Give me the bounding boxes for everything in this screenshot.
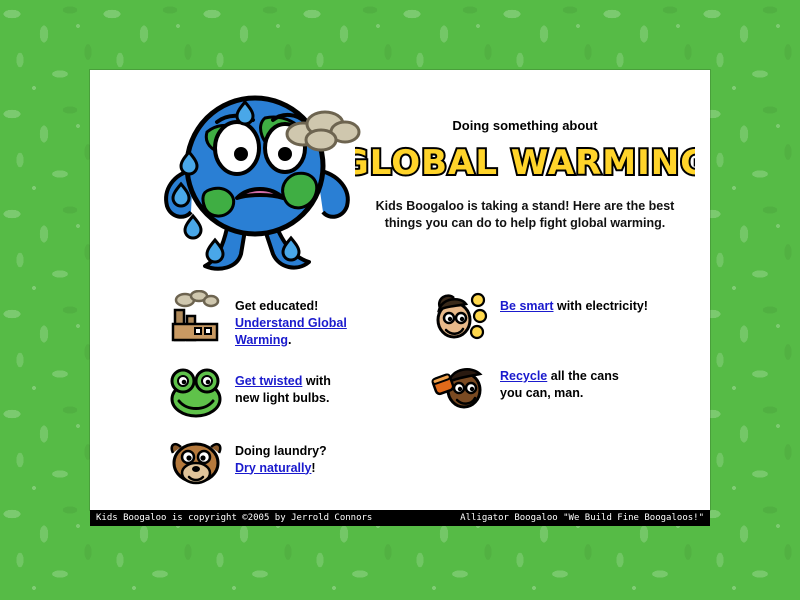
footer-tagline: Alligator Boogaloo "We Build Fine Boogaloos!" <box>460 513 704 523</box>
tip-line-plain: Doing laundry? <box>235 443 327 458</box>
page-header <box>90 70 710 270</box>
tip-text <box>500 360 619 402</box>
tip-text <box>235 365 331 407</box>
tip-text <box>500 290 648 315</box>
wordmark-label: GLOBAL WARMING <box>355 143 695 183</box>
tips-column-left <box>90 290 400 505</box>
tip-item <box>430 360 710 414</box>
recycle-link[interactable]: Recycle <box>500 369 548 383</box>
content-card <box>90 70 710 510</box>
get-twisted-link[interactable]: Get twisted <box>235 373 303 388</box>
tip-line-plain: Get educated! <box>235 299 319 313</box>
understand-global-warming-link[interactable]: Understand Global Warming <box>235 315 347 347</box>
tip-after-link: with <box>302 373 331 388</box>
tip-item <box>165 435 400 489</box>
tip-after-link: . <box>288 332 292 347</box>
dry-naturally-link[interactable]: Dry naturally <box>235 460 312 475</box>
tip-text <box>235 435 327 477</box>
tip-line-plain: new light bulbs. <box>235 390 330 405</box>
tips-column-right <box>400 290 710 505</box>
footer-copyright: Kids Boogaloo is copyright ©2005 by Jerrold Connors <box>96 513 373 523</box>
tips-section <box>90 290 710 505</box>
global-warming-wordmark <box>355 139 695 185</box>
kicker-text: Doing something about <box>452 118 598 133</box>
tip-item <box>165 365 400 419</box>
tip-text <box>235 290 400 349</box>
factory-icon <box>165 290 227 344</box>
tip-after-link: ! <box>311 460 316 475</box>
subtitle-text: Kids Boogaloo is taking a stand! Here are the best things you can do to help fight global warming. <box>375 199 675 230</box>
tip-item <box>165 290 400 349</box>
sad-earth-mascot-icon <box>145 78 375 273</box>
be-smart-link[interactable]: Be smart <box>500 299 554 313</box>
footer-bar <box>90 510 710 526</box>
lightbulb-kid-icon <box>430 290 492 344</box>
recycle-kid-icon <box>430 360 492 414</box>
dog-icon <box>165 435 227 489</box>
frog-icon <box>165 365 227 419</box>
tip-line-plain: you can, man. <box>500 385 584 400</box>
header-text-block <box>355 118 695 232</box>
tip-item <box>430 290 710 344</box>
tip-after-link: all the cans <box>547 369 619 383</box>
tip-after-link: with electricity! <box>553 299 648 313</box>
